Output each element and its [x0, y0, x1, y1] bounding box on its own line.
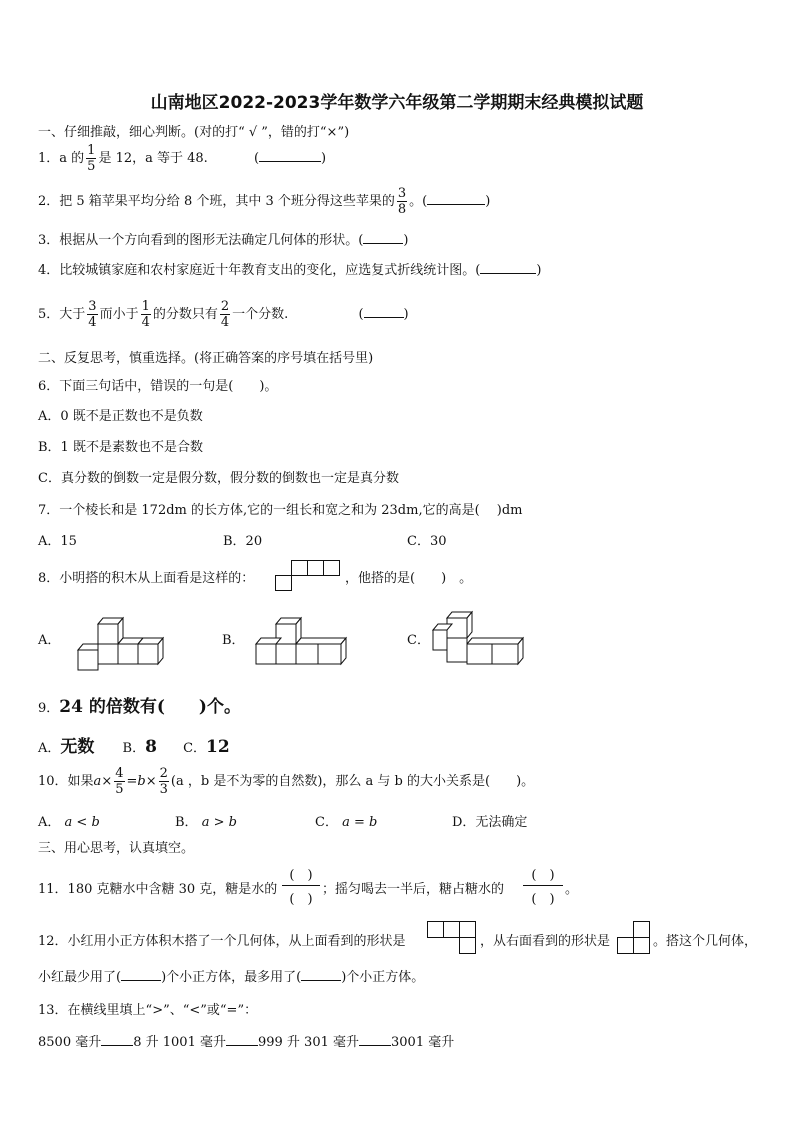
q10-equals: = — [126, 774, 138, 789]
question-10-option-d[interactable]: D．无法确定 — [452, 815, 528, 830]
question-8-stem-post: ，他搭的是( ) 。 — [345, 571, 473, 586]
q10-var-b: b — [137, 774, 146, 789]
q2-text-pre: 2．把 5 箱苹果平均分给 8 个班，其中 3 个班分得这些苹果的 — [38, 194, 395, 209]
q10-text-post: (a ，b 是不为零的自然数)，那么 a 与 b 的大小关系是( )。 — [170, 774, 535, 789]
q2-answer-blank[interactable] — [427, 192, 485, 205]
q13-blank-3[interactable] — [359, 1033, 391, 1046]
question-12-line1-pre: 12．小红用小正方体积木搭了一个几何体，从上面看到的形状是 — [38, 934, 406, 949]
q8-option-c-cubes-figure[interactable] — [433, 610, 528, 668]
q10-option-a-label: A． — [38, 815, 61, 830]
q9-option-c[interactable]: 12 — [206, 737, 230, 757]
question-6-option-c[interactable]: C．真分数的倒数一定是假分数，假分数的倒数也一定是真分数 — [38, 471, 399, 486]
q10-option-b-label: B． — [175, 815, 198, 830]
q13-blank-2[interactable] — [226, 1033, 258, 1046]
q9-number: 9． — [38, 701, 60, 716]
q4-paren-right: ) — [536, 263, 542, 278]
q10-text-pre: 10．如果 — [38, 774, 94, 789]
q5-answer-blank[interactable] — [364, 305, 404, 318]
q10-denominator-2: 3 — [159, 782, 168, 797]
question-7-option-a[interactable]: A．15 — [38, 534, 77, 549]
q8-option-b-cubes-figure[interactable] — [256, 612, 351, 668]
q4-answer-blank[interactable] — [480, 261, 536, 274]
q10-option-c-expr: a = b — [342, 815, 378, 830]
q2-text-post: 。( — [409, 194, 428, 209]
q8-top-view-figure — [275, 560, 345, 592]
q3-paren-right: ) — [403, 233, 409, 248]
q11-answer-1[interactable] — [282, 864, 320, 907]
q5-numerator-3: 2 — [220, 299, 230, 314]
q4-text: 4．比较城镇家庭和农村家庭近十年教育支出的变化，应选复式折线统计图。( — [38, 263, 481, 278]
q9-option-a-label: A． — [38, 741, 61, 756]
q5-numerator-1: 3 — [88, 299, 97, 314]
question-8-option-a-label[interactable]: A． — [38, 633, 61, 648]
question-6-stem: 6．下面三句话中，错误的一句是( )。 — [38, 379, 278, 394]
question-12-line2 — [38, 966, 424, 985]
question-6-option-b[interactable]: B．1 既不是素数也不是合数 — [38, 440, 203, 455]
q5-text-pre: 5．大于 — [38, 307, 86, 322]
q10-option-b-expr: a > b — [201, 815, 237, 830]
q5-denominator-1: 4 — [88, 315, 97, 330]
q5-fraction-1 — [87, 300, 97, 329]
q9-stem: 24 的倍数有( )个。 — [59, 697, 241, 717]
q12-top-view-figure — [427, 921, 479, 955]
q2-denominator: 8 — [397, 202, 407, 217]
q11-answer-1-numerator[interactable]: ( ) — [282, 864, 320, 886]
q10-option-c-label: C． — [315, 815, 338, 830]
q13-segment-4: 3001 毫升 — [391, 1035, 455, 1050]
question-4 — [38, 259, 541, 278]
question-12-line1-post: 。搭这个几何体， — [653, 934, 758, 949]
q5-text-mid-1: 而小于 — [99, 307, 139, 322]
question-5 — [38, 300, 409, 329]
q12-answer-max[interactable] — [301, 968, 341, 981]
question-8-stem-pre: 8．小明搭的积木从上面看是这样的： — [38, 571, 255, 586]
q10-numerator-2: 2 — [159, 766, 168, 781]
question-9 — [38, 692, 241, 717]
q10-fraction-1 — [114, 767, 124, 796]
q2-numerator: 3 — [397, 186, 407, 201]
q1-paren-right: ) — [321, 151, 327, 166]
q5-text-mid-2: 的分数只有 — [152, 307, 218, 322]
q1-answer-blank[interactable] — [259, 149, 321, 162]
q13-segment-3: 999 升 301 毫升 — [257, 1035, 360, 1050]
question-8-option-b-label[interactable]: B． — [222, 633, 245, 648]
q13-segment-1: 8500 毫升 — [38, 1035, 102, 1050]
q1-text-pre: 1．a 的 — [38, 151, 85, 166]
q5-denominator-3: 4 — [220, 315, 230, 330]
q10-numerator-1: 4 — [115, 766, 124, 781]
q10-option-a-expr: a < b — [64, 815, 100, 830]
question-12-line1-mid: ，从右面看到的形状是 — [480, 934, 611, 949]
q9-option-c-label: C． — [183, 741, 207, 756]
q10-fraction-2 — [159, 767, 169, 796]
q1-fraction — [86, 144, 96, 173]
q9-option-b-label: B． — [122, 741, 146, 756]
q11-answer-1-denominator[interactable]: ( ) — [289, 892, 313, 907]
q12-text-a: 小红最少用了( — [38, 970, 122, 985]
q5-paren-right: ) — [403, 307, 409, 322]
q10-denominator-1: 5 — [115, 782, 124, 797]
q8-option-a-cubes-figure[interactable] — [70, 612, 165, 668]
q3-answer-blank[interactable] — [363, 231, 403, 244]
q3-text: 3．根据从一个方向看到的图形无法确定几何体的形状。( — [38, 233, 364, 248]
question-8-option-c-label[interactable]: C． — [407, 633, 430, 648]
question-11-text-mid: ；摇匀喝去一半后，糖占糖水的 — [322, 882, 505, 897]
question-13-stem: 13．在横线里填上“>”、“<”或“=”： — [38, 1003, 258, 1018]
question-1 — [38, 144, 326, 173]
q2-fraction — [397, 187, 407, 216]
section-one-heading: 一、仔细推敲，细心判断。(对的打“ √ ”，错的打“×”) — [38, 125, 350, 140]
question-10-option-c[interactable] — [315, 811, 377, 830]
question-3 — [38, 229, 408, 248]
question-10 — [38, 767, 534, 796]
q9-option-b[interactable]: 8 — [145, 737, 157, 757]
question-11-text-post: 。 — [565, 882, 579, 897]
q11-answer-2-denominator[interactable]: ( ) — [531, 892, 555, 907]
question-6-option-a[interactable]: A．0 既不是正数也不是负数 — [38, 409, 203, 424]
q5-text-post: 一个分数. — [232, 307, 289, 322]
question-9-options — [38, 732, 230, 757]
question-10-option-a[interactable] — [38, 811, 100, 830]
q5-denominator-2: 4 — [141, 315, 150, 330]
section-two-heading: 二、反复思考，慎重选择。(将正确答案的序号填在括号里) — [38, 351, 374, 366]
q5-numerator-2: 1 — [141, 299, 150, 314]
section-three-heading: 三、用心思考，认真填空。 — [38, 841, 195, 856]
question-7-stem: 7．一个棱长和是 172dm 的长方体,它的一组长和宽之和为 23dm,它的高是( )dm — [38, 503, 523, 518]
q12-answer-min[interactable] — [121, 968, 161, 981]
q11-answer-2-numerator[interactable]: ( ) — [523, 864, 563, 886]
question-7-option-c[interactable]: C．30 — [407, 534, 447, 549]
q12-right-view-figure — [617, 921, 653, 955]
q1-denominator: 5 — [87, 159, 96, 174]
q5-fraction-2 — [141, 300, 151, 329]
question-10-option-b[interactable] — [175, 811, 237, 830]
q5-fraction-3 — [220, 300, 230, 329]
page-title: 山南地区2022-2023学年数学六年级第二学期期末经典模拟试题 — [150, 93, 644, 113]
q13-segment-2: 8 升 1001 毫升 — [133, 1035, 226, 1050]
q1-paren-left: ( — [253, 151, 260, 166]
q12-text-c: )个小正方体。 — [341, 970, 425, 985]
question-2 — [38, 187, 490, 216]
q1-numerator: 1 — [87, 143, 96, 158]
q13-blank-1[interactable] — [101, 1033, 133, 1046]
q1-text-post: 是 12，a 等于 48. — [98, 151, 208, 166]
q12-text-b: )个小正方体，最多用了( — [161, 970, 302, 985]
question-11-text-pre: 11．180 克糖水中含糖 30 克，糖是水的 — [38, 882, 278, 897]
q10-times-1: × — [101, 774, 113, 789]
q11-answer-2[interactable] — [523, 864, 563, 907]
question-7-option-b[interactable]: B．20 — [223, 534, 263, 549]
q2-paren-right: ) — [485, 194, 491, 209]
q9-option-a[interactable]: 无数 — [60, 737, 95, 757]
q5-paren-left: ( — [358, 307, 364, 322]
q10-times-2: × — [145, 774, 157, 789]
q10-var-a: a — [93, 774, 102, 789]
question-13-items — [38, 1031, 454, 1050]
